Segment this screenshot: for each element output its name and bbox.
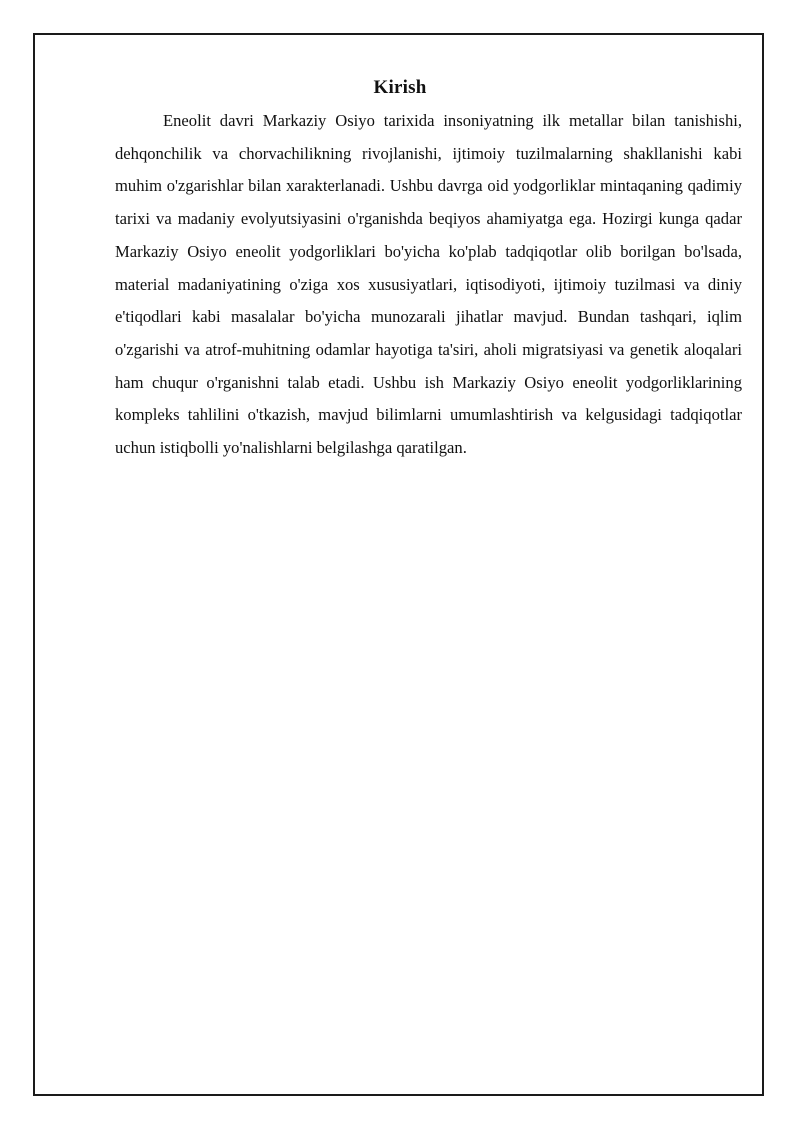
section-title: Kirish: [373, 77, 427, 98]
intro-paragraph: Eneolit davri Markaziy Osiyo tarixida insoniyatning ilk metallar bilan tanishishi, dehqonchilik va chorvachilikning rivojlanishi, ijtimoiy tuzilmalarning shakllanishi kabi muhim o'zgarishlar bilan xarakterlanadi. Ushbu davrga oid yodgorliklar mintaqaning qadimiy tarixi va madaniy evolyutsiyasini o'rganishda beqiyos ahamiyatga ega. Hozirgi kunga qadar Markaziy Osiyo eneolit yodgorliklari bo'yicha ko'plab tadqiqotlar olib borilgan bo'lsada, material madaniyatining o'ziga xos xususiyatlari, iqtisodiyoti, ijtimoiy tuzilmasi va diniy e'tiqodlari kabi masalalar bo'yicha munozarali jihatlar mavjud. Bundan tashqari, iqlim o'zgarishi va atrof-muhitning odamlar hayotiga ta'siri, aholi migratsiyasi va genetik aloqalari ham chuqur o'rganishni talab etadi. Ushbu ish Markaziy Osiyo eneolit yodgorliklarining kompleks tahlilini o'tkazish, mavjud bilimlarni umumlashtirish va kelgusidagi tadqiqotlar uchun istiqbolli yo'nalishlarni belgilashga qaratilgan.: [115, 111, 742, 458]
